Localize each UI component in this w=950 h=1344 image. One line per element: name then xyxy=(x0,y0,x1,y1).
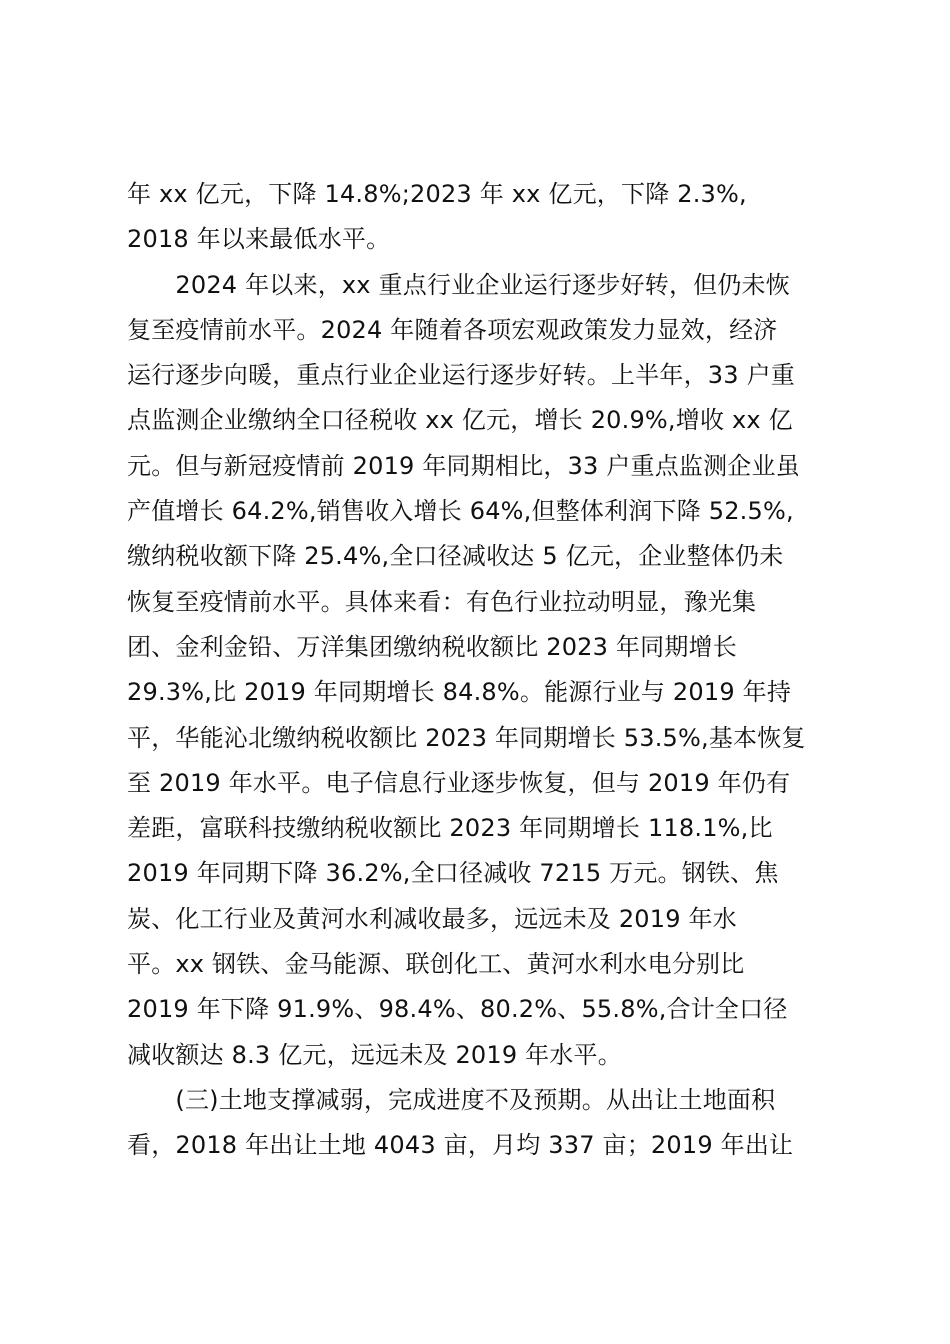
text-line: 2018 年以来最低水平。 xyxy=(127,225,391,254)
text-line: 平，华能沁北缴纳税收额比 2023 年同期增长 53.5%,基本恢复 xyxy=(127,723,806,752)
text-line: 2019 年下降 91.9%、98.4%、80.2%、55.8%,合计全口径 xyxy=(127,995,788,1024)
text-line: (三)土地支撑减弱，完成进度不及预期。从出让土地面积 xyxy=(127,1085,776,1114)
text-line: 复至疫情前水平。2024 年随着各项宏观政策发力显效，经济 xyxy=(127,315,778,344)
text-line: 平。xx 钢铁、金马能源、联创化工、黄河水利水电分别比 xyxy=(127,950,745,979)
text-line: 看，2018 年出让土地 4043 亩，月均 337 亩；2019 年出让 xyxy=(127,1131,794,1160)
text-line: 年 xx 亿元，下降 14.8%;2023 年 xx 亿元，下降 2.3%, xyxy=(127,180,747,208)
text-line: 点监测企业缴纳全口径税收 xx 亿元，增长 20.9%,增收 xx 亿 xyxy=(127,406,793,435)
text-line: 产值增长 64.2%,销售收入增长 64%,但整体利润下降 52.5%, xyxy=(127,497,794,526)
text-line: 团、金利金铅、万洋集团缴纳税收额比 2023 年同期增长 xyxy=(127,632,737,661)
text-line: 元。但与新冠疫情前 2019 年同期相比，33 户重点监测企业虽 xyxy=(127,451,800,480)
body-text xyxy=(127,172,837,1169)
text-line: 恢复至疫情前水平。具体来看：有色行业拉动明显，豫光集 xyxy=(127,587,757,616)
text-line: 缴纳税收额下降 25.4%,全口径减收达 5 亿元，企业整体仍未 xyxy=(127,542,784,571)
text-line: 29.3%,比 2019 年同期增长 84.8%。能源行业与 2019 年持 xyxy=(127,678,792,707)
text-line: 2019 年同期下降 36.2%,全口径减收 7215 万元。钢铁、焦 xyxy=(127,859,779,888)
text-line: 差距，富联科技缴纳税收额比 2023 年同期增长 118.1%,比 xyxy=(127,814,773,843)
text-line: 至 2019 年水平。电子信息行业逐步恢复，但与 2019 年仍有 xyxy=(127,768,791,797)
text-line: 2024 年以来，xx 重点行业企业运行逐步好转，但仍未恢 xyxy=(127,270,790,299)
text-line: 炭、化工行业及黄河水利减收最多，远远未及 2019 年水 xyxy=(127,904,737,933)
text-line: 减收额达 8.3 亿元，远远未及 2019 年水平。 xyxy=(127,1040,622,1069)
text-line: 运行逐步向暖，重点行业企业运行逐步好转。上半年，33 户重 xyxy=(127,361,795,390)
